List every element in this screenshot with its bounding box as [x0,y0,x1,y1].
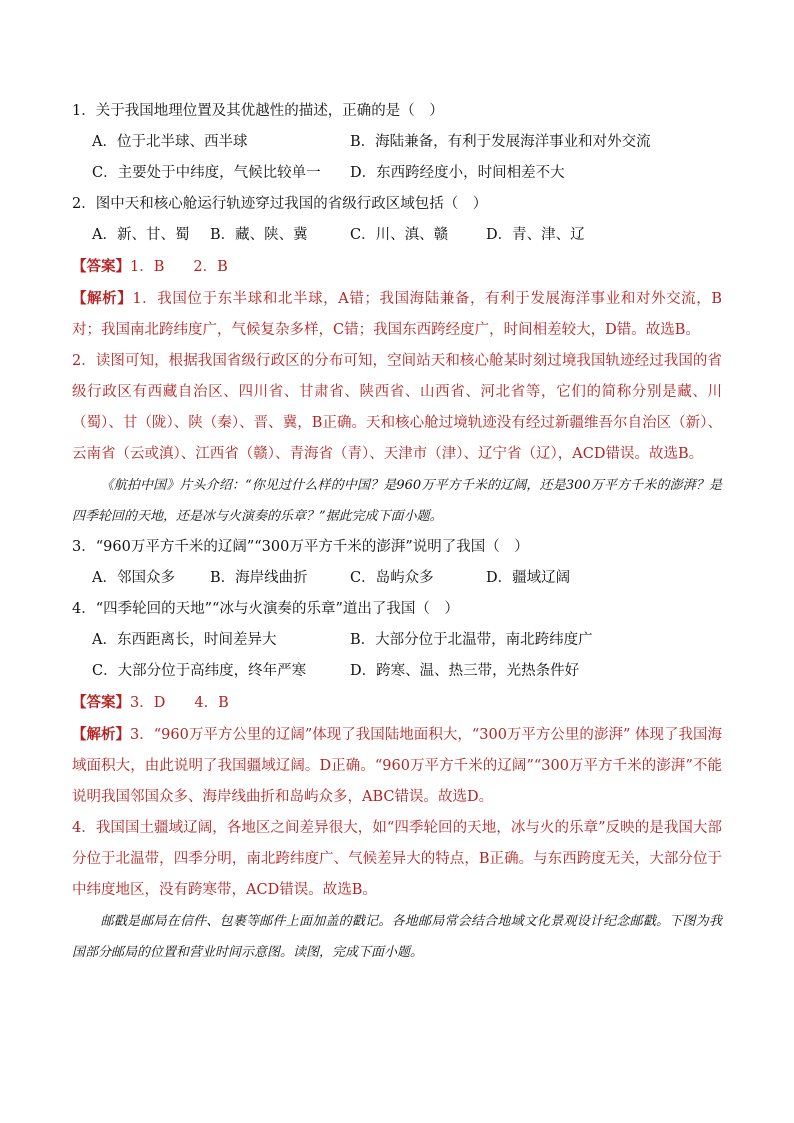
option-d: D．疆域辽阔 [486,570,571,586]
question-1-options-row-1 [72,127,722,158]
analysis-paragraph-4: 4．我国国土疆域辽阔，各地区之间差异很大，如“四季轮回的天地，冰与火的乐章”反映的是我国大部分位于北温带，四季分明，南北跨纬度广、气候差异大的特点，B正确。与东西跨度无关，大部分位于中纬度地区，没有跨寒带，ACD错误。故选B。 [72,820,722,898]
question-2-stem: 2．图中天和核心舱运行轨迹穿过我国的省级行政区域包括（ ） [72,196,488,212]
answer-tag: 【答案】 [72,258,130,275]
option-b: B．海陆兼备，有利于发展海洋事业和对外交流 [350,134,651,150]
analysis-tag: 【解析】 [72,290,133,307]
option-c: C．川、滇、赣 [350,227,449,243]
question-1-options-row-2 [72,158,722,189]
question-4-options-row-2 [72,656,722,687]
analysis-paragraph-1: 1．我国位于东半球和北半球，A错；我国海陆兼备，有利于发展海洋事业和对外交流，B对；我国南北跨纬度广，气候复杂多样，C错；我国东西跨经度广，时间相差较大，D错。故选B。 [72,291,722,338]
option-d: D．青、津、辽 [486,227,585,243]
answer-block-2 [72,687,722,719]
analysis-tag: 【解析】 [72,726,131,743]
material-intro-1: 《航拍中国》片头介绍：“你见过什么样的中国？是960万平方千米的辽阔，还是300万平方千米的澎湃？是四季轮回的天地，还是冰与火演奏的乐章？”据此完成下面小题。 [72,478,722,524]
analysis-block-1 [72,283,722,346]
option-d: D．东西跨经度小，时间相差不大 [350,165,565,181]
analysis-paragraph-3: 3．“960万平方公里的辽阔”体现了我国陆地面积大，“300万平方公里的澎湃” 体现了我国海域面积大，由此说明了我国疆域辽阔。D正确。“960万平方千米的辽阔”“300万平方千米的澎湃”不能说明我国邻国众多、海岸线曲折和岛屿众多，ABC错误。故选D。 [72,727,722,805]
question-3-options [72,563,722,594]
option-a: A．位于北半球、西半球 [92,134,248,150]
option-a: A．东西距离长，时间差异大 [92,632,277,648]
material-intro-2: 邮戳是邮局在信件、包裹等邮件上面加盖的戳记。各地邮局常会结合地域文化景观设计纪念邮戳。下图为我国部分邮局的位置和营业时间示意图。读图，完成下面小题。 [72,914,722,960]
option-c: C．大部分位于高纬度，终年严寒 [92,663,307,679]
analysis-paragraph-2: 2．读图可知，根据我国省级行政区的分布可知，空间站天和核心舱某时刻过境我国轨迹经过我国的省级行政区有西藏自治区、四川省、甘肃省、陕西省、山西省、河北省等，它们的简称分别是藏、川（蜀）、甘（陇）、陕（秦）、晋、冀，B正确。天和核心舱过境轨迹没有经过新疆维吾尔自治区（新）、云南省（云或滇）、江西省（赣）、青海省（青）、天津市（津）、辽宁省（辽），ACD错误。故选B。 [72,353,722,462]
question-4-options-row-1 [72,625,722,656]
answer-text: 1．B 2．B [130,259,228,275]
question-3-stem: 3．“960万平方千米的辽阔”“300万平方千米的澎湃”说明了我国（ ） [72,539,529,555]
answer-text: 3．D 4．B [130,695,229,711]
question-1-stem: 1．关于我国地理位置及其优越性的描述，正确的是（ ） [72,103,444,119]
option-c: C．岛屿众多 [350,570,434,586]
option-d: D．跨寒、温、热三带，光热条件好 [350,663,580,679]
option-c: C．主要处于中纬度，气候比较单一 [92,165,321,181]
document-page [72,96,722,968]
option-a: A．新、甘、蜀 [92,227,190,243]
question-2-options [72,220,722,251]
option-b: B．大部分位于北温带，南北跨纬度广 [350,632,593,648]
answer-tag: 【答案】 [72,694,130,711]
option-b: B．海岸线曲折 [210,570,308,586]
option-b: B．藏、陕、冀 [210,227,308,243]
option-a: A．邻国众多 [92,570,175,586]
analysis-block-2 [72,719,722,813]
answer-block-1 [72,251,722,283]
question-4-stem: 4．“四季轮回的天地”“冰与火演奏的乐章”道出了我国（ ） [72,601,459,617]
